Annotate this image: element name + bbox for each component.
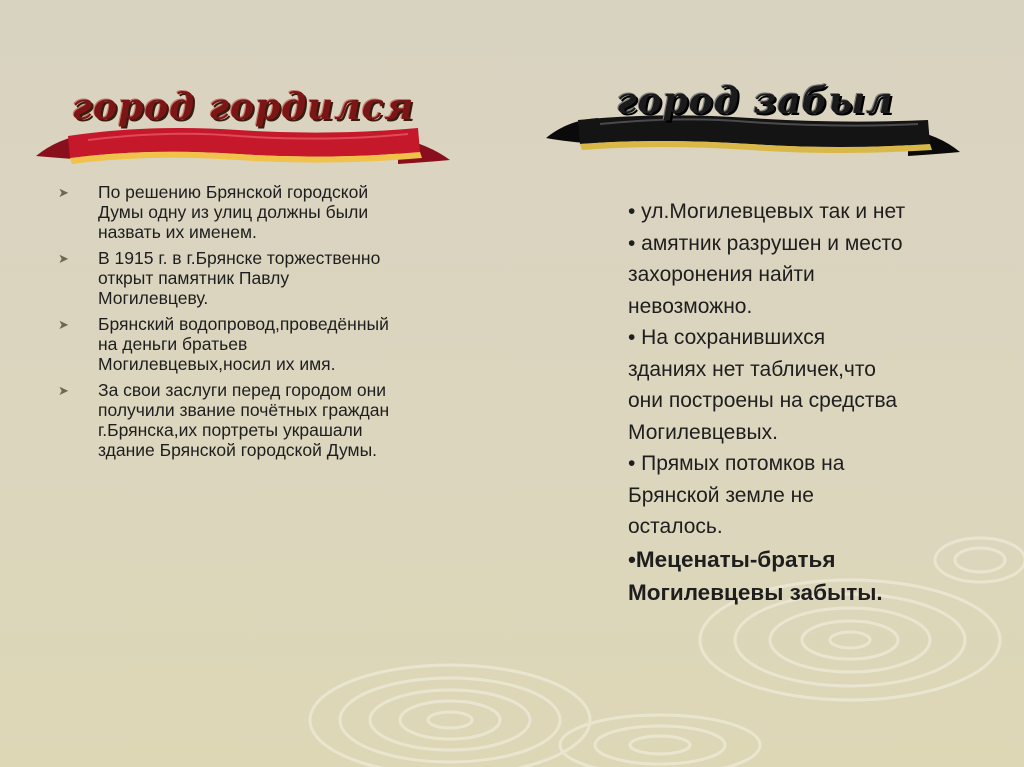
list-item [58, 182, 398, 242]
right-heading: город забыл [616, 80, 894, 122]
list-item [58, 314, 398, 374]
arrow-bullet-icon: ➤ [58, 185, 69, 200]
arrow-bullet-icon: ➤ [58, 383, 69, 398]
text-line: захоронения найти [628, 263, 815, 286]
text-line: • ул.Могилевцевых так и нет [628, 200, 906, 223]
list-item-text: По решению Брянской городской Думы одну из улиц должны были назвать их именем. [98, 182, 369, 242]
text-line: зданиях нет табличек,что [628, 357, 876, 381]
text-line: • На сохранившихся [628, 326, 826, 349]
left-bullet-list [58, 182, 398, 466]
text-line: осталось. [628, 515, 723, 538]
left-heading-banner [28, 78, 458, 178]
text-line: • амятник разрушен и место [628, 231, 903, 255]
arrow-bullet-icon: ➤ [58, 317, 69, 332]
conclusion-line: •Меценаты-братья [628, 546, 836, 572]
right-text-block [628, 196, 1008, 609]
list-item-text: В 1915 г. в г.Брянске торжественно открыт памятник Павлу Могилевцеву. [98, 248, 381, 308]
left-heading: город гордился [71, 86, 415, 128]
text-line: они построены на средства [628, 389, 898, 412]
text-line: Могилевцевых. [628, 420, 778, 444]
text-line: невозможно. [628, 294, 753, 318]
text-line: • Прямых потомков на [628, 452, 845, 475]
conclusion-line: Могилевцевы забыты. [628, 579, 883, 605]
list-item [58, 248, 398, 308]
list-item-text: За свои заслуги перед городом они получили звание почётных граждан г.Брянска,их портреты украшали здание Брянской городской Думы. [98, 380, 390, 460]
right-heading-banner [540, 72, 970, 172]
list-item [58, 380, 398, 460]
arrow-bullet-icon: ➤ [58, 251, 69, 266]
text-line: Брянской земле не [628, 483, 814, 507]
list-item-text: Брянский водопровод,проведённый на деньги братьев Могилевцевых,носил их имя. [98, 314, 389, 374]
